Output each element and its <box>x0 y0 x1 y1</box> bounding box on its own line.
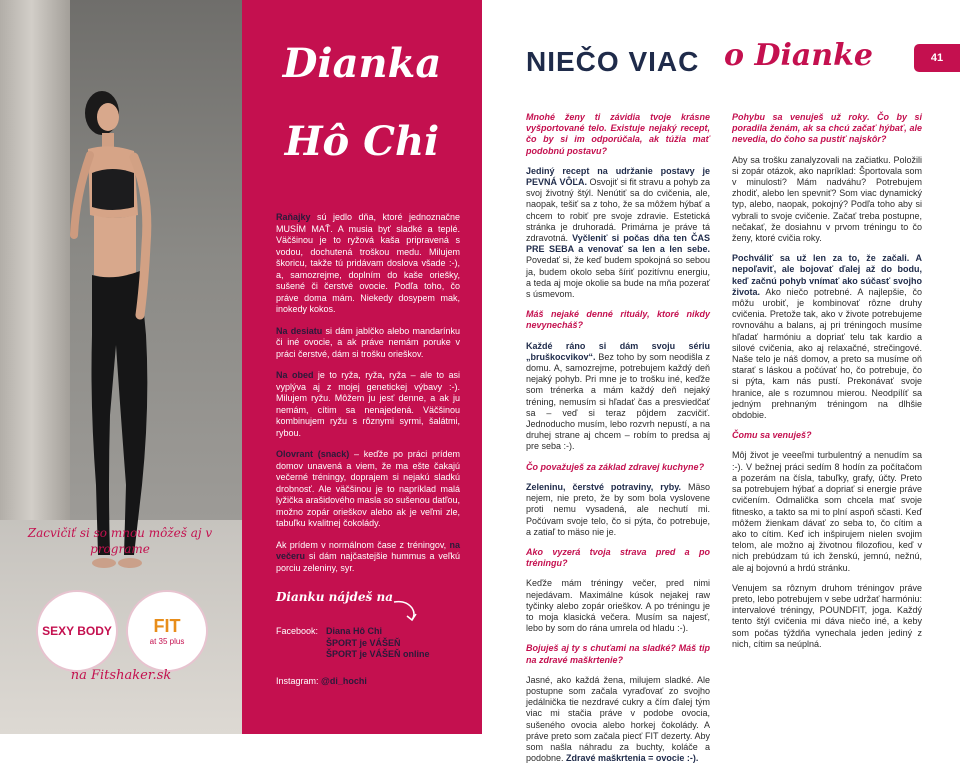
interview-answer: Keďže mám tréningy večer, pred nimi nejedávam. Maximálne kúsok nejakej raw tyčinky alebo zopár orieškov. A po tréningu je to moja klasická večera. Musím sa najesť, lebo by som do rána umrela od hladu :-). <box>526 578 710 634</box>
interview-answer: Môj život je veeeľmi turbulentný a nenudím sa :-). V bežnej práci sedím 8 hodín za počítačom a pozerám na čísla, tabuľky, grafy, účty. Preto sa potrebujem hýbať a dopriať si energie práve cvičením. Odmalička som chcela mať svoje fitnesko, a takto sa mi to plní aspoň sčasti. Keď môžem žienkam dávať zo seba to, čo cítim a ako to cítim. Keď ich inšpirujem nielen svojim telom, ale možno aj životnou filozofiou, keď v nich prebúdzam tú ich ženskú, jemnú, nežnú, ale aj bojovnú a hrdú stránku. <box>732 450 922 573</box>
find-title: Dianku nájdeš na <box>276 590 393 604</box>
contact-row <box>276 649 466 661</box>
contacts <box>276 626 466 661</box>
interview-answer: Každé ráno si dám svoju sériu „bruškocvikov“. Bez toho by som neodišla z domu. A, samozrejme, potrebujem každý deň nejaký pohyb. Pri mne je to trošku iné, keďže som trénerka a mám každý deň nejaký tréning, nemusím si hľadať čas a presviedčať sa – veď si teraz pôjdem zacvičiť. Jednoducho musím, lebo rozvrh nepustí, a na druhej strane aj chcem – robím to predsa aj pre seba :-). <box>526 340 710 452</box>
facebook-page-link[interactable]: ŠPORT je VÁŠEŇ <box>326 637 401 648</box>
interview-answer: Zeleninu, čerstvé potraviny, ryby. Mäso nejem, nie preto, že by som bola vyslovene proti nemu vysadená, ale nechutí mi. Počúvam svoje telo, čo si pýta, čo potrebuje, a zatiaľ to mäso nie je. <box>526 481 710 537</box>
interview-question: Čo považuješ za základ zdravej kuchyne? <box>526 461 705 472</box>
sexybody-logo-icon: SEXY BODY <box>42 624 112 638</box>
profile-column <box>242 0 482 734</box>
contact-row: Facebook: Diana Hô Chi <box>276 626 383 636</box>
diet-paragraph: Na obed je to ryža, ryža, ryža – ale to asi vyplýva aj z mojej genetickej výbavy :-). Milujem ryžu. Môžem ju jesť denne, a ak ju nemám, cítim sa nenajedená. Väčšinou kombinujem ryžu s rôznymi syrmi, šalátmi, rybou. <box>276 370 460 438</box>
page-title: NIEČO VIAC <box>526 46 700 77</box>
interview-column-2 <box>732 112 922 659</box>
page-title-script: o Dianke <box>724 38 873 73</box>
interview-question: Čomu sa venuješ? <box>732 430 812 441</box>
diet-paragraph: Olovrant (snack) – keďže po práci prídem domov unavená a viem, že ma ešte čakajú večerné tréningy, doprajem si nejakú sladkú drobnosť. Ale väčšinou je to napríklad malá lyžička arašidového masla so sušenou datľou, možno zopár orieškov alebo ak je veľmi zle, tabuľku kvalitnej čokolády. <box>276 449 460 528</box>
facebook-online-link[interactable]: ŠPORT je VÁŠEŇ online <box>326 649 430 659</box>
interview-answer: Jasné, ako každá žena, milujem sladké. Ale postupne som začala vyraďovať zo svojho jedálnička tie nezdravé cukry a čím ďalej tým viac mi stačia práve v podobe ovocia, sušeného ovocia alebo horkej čokolády. A práve preto som začala piecť FIT dezerty. Aby som našla náhradu za buchty, koláče a podobne. Zdravé maškrtenia = ovocie :-). <box>526 674 710 764</box>
diet-text <box>276 212 460 584</box>
interview-question: Ako vyzerá tvoja strava pred a po tréningu? <box>526 546 710 569</box>
interview-answer: Aby sa trošku zanalyzovali na začiatku. Položili si zopár otázok, ako napríklad: Športovala som v minulosti? Mám nadváhu? Potrebujem zhodiť, alebo len spevniť? Som viac dynamický typ, alebo, naopak, pokojný? Podľa toho aby si vybrali to svoje cvičenie. Začať treba postupne, nečakať, že dosiahnu v prvom tréningu to čo ženy, ktoré cvičia roky. <box>732 154 922 244</box>
interview-answer: Jediný recept na udržanie postavy je PEVNÁ VÔĽA. Osvojiť si fit stravu a pohyb za svoj životný štýl. Nenútiť sa do cvičenia, ale, naopak, tešiť sa z toho, že sa môžem hýbať a chcem to robiť pre svoje zdravie. Estetická stránka je druhoradá. Primárna je práve tá zdravotná. Vyčleniť si počas dňa ten ČAS PRE SEBA a venovať sa len a len sebe. Povedať si, že keď budem spokojná so sebou ja, budem okolo seba šíriť pozitívnu energiu, a teda aj moje okolie sa bude na mňa pozerať s úsmevom. <box>526 165 710 300</box>
facebook-link[interactable]: Diana Hô Chi <box>326 626 383 636</box>
diet-paragraph: Ak prídem v normálnom čase z tréningov, na večeru si dám najčastejšie hummus a veľkú porciu zeleniny, syr. <box>276 539 460 573</box>
sexybody-badge[interactable] <box>36 590 118 672</box>
interview-answer: Pochváliť sa už len za to, že začali. A nepoľaviť, ale bojovať ďalej až do bodu, keď začnú pohyb vnímať ako súčasť svojho života. Ako niečo potrebné. A najlepšie, čo môžu urobiť, je kombinovať rôzne druhy cvičenia. Pretože tak, ako v živote potrebujeme rovnováhu a balans, aj pri tréningoch musíme hľadať harmóniu a dopriať telu tak kardio a silové cvičenia, ako aj relaxačné, strečingové. Naše telo je náš domov, a preto sa musíme oň starať s láskou a počúvať ho, čo potrebuje, čo si pýta, kam nás pustí. Prekonávať svoje hranice, ale s rozumnou mierou. Neodpílíť sa jedným prehnaným tréningom na dlhšie obdobie. <box>732 253 922 421</box>
page-number: 41 <box>914 44 960 72</box>
interview-question: Bojuješ aj ty s chuťami na sladké? Máš tip na zdravé maškrtenie? <box>526 643 710 665</box>
instagram-link[interactable]: @di_hochi <box>321 676 367 686</box>
fitshaker-link[interactable]: na Fitshaker.sk <box>70 668 172 683</box>
interview-question: Mnohé ženy ti závidia tvoje krásne vyšportované telo. Existuje nejaký recept, čo by si im odporúčala, ak túžia mať podobnú postavu? <box>526 112 710 156</box>
program-caption: Zacvičiť si so mnou môžeš aj v programe <box>27 526 213 556</box>
contact-row <box>276 638 466 650</box>
interview-answer: Venujem sa rôznym druhom tréningov práve preto, lebo potrebujem v sebe udržať harmóniu: intervalové tréningy, POUNDFIT, joga. Každý tento štýl cvičenia mi dáva niečo iné, a keby som počas týždňa vynechala jeden jediný z nich, cítim sa neúplná. <box>732 582 922 649</box>
name-first: Dianka <box>282 40 442 87</box>
instagram-row: Instagram: @di_hochi <box>276 676 367 686</box>
interview-column-1 <box>526 112 710 773</box>
interview-question: Pohybu sa venuješ už roky. Čo by si poradila ženám, ak sa chcú začať hýbať, ale nevedia, do čoho sa pustiť najskôr? <box>732 112 922 145</box>
diet-paragraph: Na desiatu si dám jablčko alebo mandarínku či iné ovocie, a ak práve nemám poruke v práci čerstvé, dám si trošku orieškov. <box>276 325 460 359</box>
name-last: Hô Chi <box>284 118 440 165</box>
fit-logo-icon: FIT <box>153 616 181 636</box>
diet-paragraph: Raňajky sú jedlo dňa, ktoré jednoznačne MUSÍM MAŤ. A musia byť sladké a teplé. Väčšinou je to ryžová kaša pripravená s vodou, dochutená troškou medu. Milujem škoricu, takže tú pridávam doslova všade :-), a, samozrejme, doplním do kaše oriešky, sušené či čerstvé ovocie. Podľa toho, čo práve doma mám. Niekedy dosypem mak, inokedy kokos. <box>276 212 460 314</box>
arrow-icon <box>392 598 422 622</box>
fit35-badge[interactable] <box>126 590 208 672</box>
cover-photo <box>0 0 242 734</box>
fit-logo-subtitle: at 35 plus <box>149 637 185 646</box>
interview-question: Máš nejaké denné rituály, ktoré nikdy nevynecháš? <box>526 309 710 331</box>
